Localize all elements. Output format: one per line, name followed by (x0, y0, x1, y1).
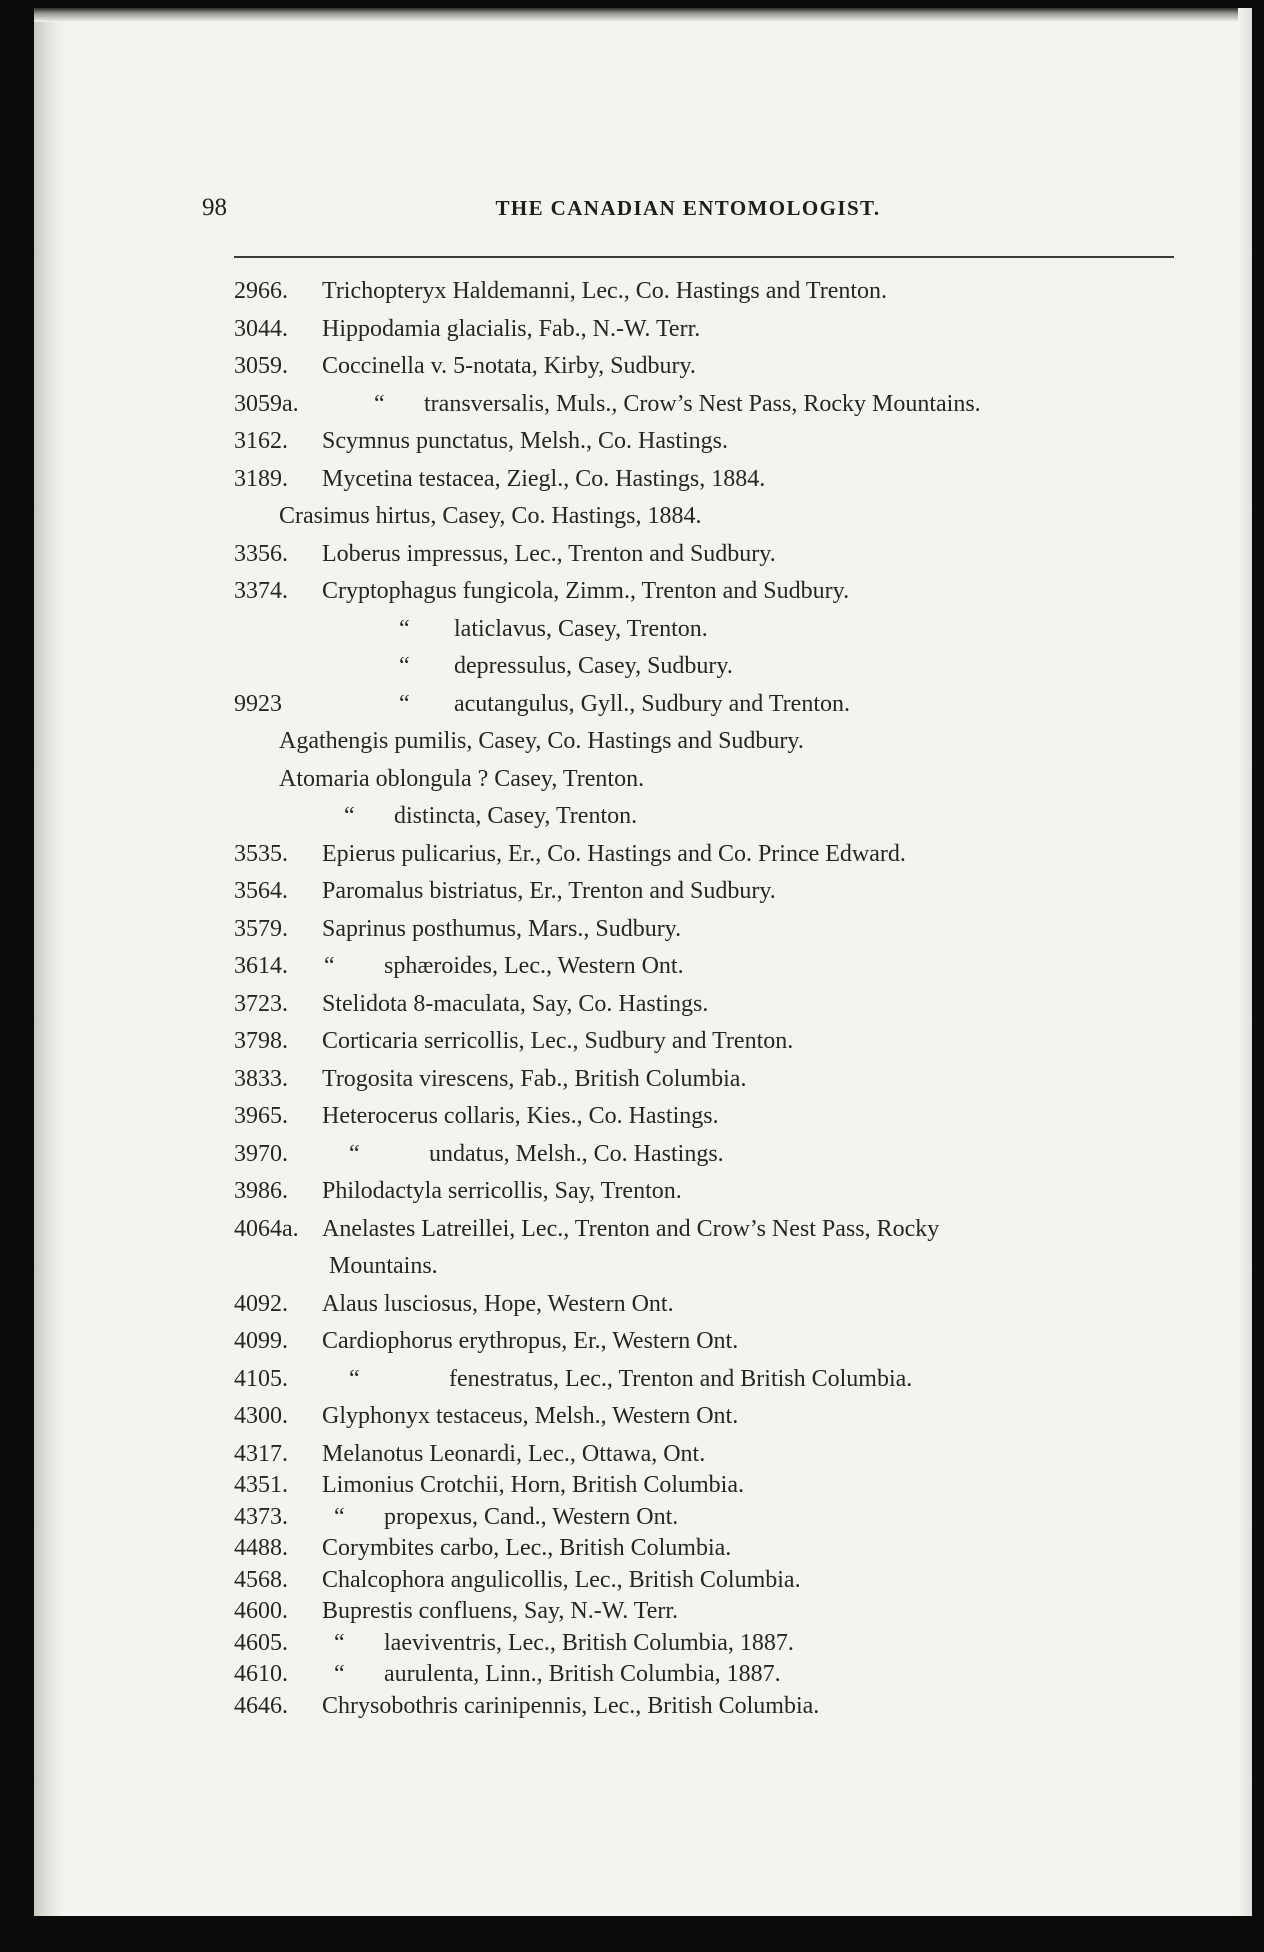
species-entry: Stelidota 8-maculata, Say, Co. Hastings. (322, 990, 709, 1017)
list-item (234, 578, 1194, 616)
list-item (234, 728, 1194, 766)
catalog-number: 3535. (234, 840, 288, 867)
species-entry: fenestratus, Lec., Trenton and British Columbia. (449, 1365, 913, 1392)
list-item (234, 1328, 1194, 1366)
ditto-mark: “ (374, 390, 385, 417)
list-item (234, 466, 1194, 504)
species-entry: Coccinella v. 5-notata, Kirby, Sudbury. (322, 353, 696, 379)
species-entry: Scymnus punctatus, Melsh., Co. Hastings. (322, 428, 728, 454)
species-entry: Epierus pulicarius, Er., Co. Hastings and Co. Prince Edward. (322, 840, 906, 867)
ditto-mark: “ (334, 1661, 345, 1687)
page-header (202, 194, 1174, 234)
page-right-edge (1238, 8, 1252, 1916)
species-entry: Cryptophagus fungicola, Zimm., Trenton and Sudbury. (322, 578, 850, 604)
species-entry: Crasimus hirtus, Casey, Co. Hastings, 1884. (279, 503, 702, 529)
catalog-number: 3564. (234, 878, 288, 904)
catalog-number: 9923 (234, 690, 282, 717)
list-item (234, 1366, 1194, 1404)
page-number: 98 (202, 194, 227, 221)
species-entry: propexus, Cand., Western Ont. (384, 1503, 679, 1530)
species-entry: Trichopteryx Haldemanni, Lec., Co. Hastings and Trenton. (322, 278, 888, 304)
species-entry: Loberus impressus, Lec., Trenton and Sudbury. (322, 540, 776, 567)
list-item (234, 616, 1194, 654)
ditto-mark: “ (399, 690, 410, 717)
list-item (234, 1535, 1194, 1567)
list-item (234, 278, 1194, 316)
species-entry: Mountains. (329, 1253, 438, 1279)
species-entry: Mycetina testacea, Ziegl., Co. Hastings, 1884. (322, 465, 766, 492)
list-item (234, 878, 1194, 916)
list-item (234, 1567, 1194, 1599)
list-item (234, 1141, 1194, 1179)
catalog-number: 4568. (234, 1566, 288, 1593)
list-item (234, 1103, 1194, 1141)
list-item (234, 953, 1194, 991)
ditto-mark: “ (334, 1629, 345, 1656)
species-entry: Cardiophorus erythropus, Er., Western Ont. (322, 1328, 739, 1354)
list-item (234, 1178, 1194, 1216)
catalog-number: 4092. (234, 1290, 288, 1317)
species-entry: Agathengis pumilis, Casey, Co. Hastings and Sudbury. (279, 728, 804, 754)
species-entry: sphæroides, Lec., Western Ont. (384, 953, 684, 979)
catalog-number: 3059a. (234, 390, 299, 417)
species-entry: Atomaria oblongula ? Casey, Trenton. (279, 765, 645, 792)
species-entry: Corymbites carbo, Lec., British Columbia. (322, 1535, 732, 1561)
catalog-number: 3986. (234, 1178, 288, 1204)
species-entry: Limonius Crotchii, Horn, British Columbia. (322, 1472, 744, 1498)
catalog-number: 4646. (234, 1692, 288, 1719)
species-entry: Philodactyla serricollis, Say, Trenton. (322, 1178, 682, 1204)
ditto-mark: “ (399, 653, 410, 679)
catalog-number: 3579. (234, 915, 288, 942)
species-entry: Anelastes Latreillei, Lec., Trenton and Crow’s Nest Pass, Rocky (322, 1215, 940, 1242)
catalog-number: 3189. (234, 465, 288, 492)
list-item (234, 1598, 1194, 1630)
list-item (234, 766, 1194, 804)
list-item (234, 1028, 1194, 1066)
list-item (234, 1630, 1194, 1662)
list-item (234, 1253, 1194, 1291)
species-entry: acutangulus, Gyll., Sudbury and Trenton. (454, 690, 850, 717)
list-item (234, 841, 1194, 879)
catalog-number: 4105. (234, 1365, 288, 1392)
list-item (234, 541, 1194, 579)
running-title: THE CANADIAN ENTOMOLOGIST. (495, 196, 881, 220)
list-item (234, 428, 1194, 466)
catalog-number: 3044. (234, 315, 288, 342)
list-item (234, 353, 1194, 391)
species-list (234, 278, 1194, 1724)
species-entry: Paromalus bistriatus, Er., Trenton and Sudbury. (322, 878, 776, 904)
species-entry: Corticaria serricollis, Lec., Sudbury and Trenton. (322, 1028, 794, 1054)
scanned-page (34, 8, 1252, 1916)
list-item (234, 1504, 1194, 1536)
list-item (234, 1472, 1194, 1504)
catalog-number: 4610. (234, 1661, 288, 1687)
list-item (234, 1403, 1194, 1441)
species-entry: Alaus lusciosus, Hope, Western Ont. (322, 1290, 674, 1317)
list-item (234, 1066, 1194, 1104)
species-entry: laeviventris, Lec., British Columbia, 1887. (384, 1629, 794, 1656)
list-item (234, 1441, 1194, 1473)
page-top-edge (34, 8, 1252, 22)
catalog-number: 3356. (234, 540, 288, 567)
species-entry: Hippodamia glacialis, Fab., N.-W. Terr. (322, 315, 701, 342)
species-entry: distincta, Casey, Trenton. (394, 803, 638, 829)
catalog-number: 4099. (234, 1328, 288, 1354)
species-entry: Trogosita virescens, Fab., British Columbia. (322, 1065, 747, 1092)
ditto-mark: “ (334, 1503, 345, 1530)
list-item (234, 316, 1194, 354)
catalog-number: 3162. (234, 428, 288, 454)
ditto-mark: “ (324, 953, 335, 979)
list-item (234, 916, 1194, 954)
species-entry: Chrysobothris carinipennis, Lec., British Columbia. (322, 1692, 820, 1719)
catalog-number: 3965. (234, 1103, 288, 1129)
species-entry: Saprinus posthumus, Mars., Sudbury. (322, 915, 682, 942)
species-entry: transversalis, Muls., Crow’s Nest Pass, Rocky Mountains. (424, 390, 981, 417)
list-item (234, 1291, 1194, 1329)
species-entry: Buprestis confluens, Say, N.-W. Terr. (322, 1598, 679, 1624)
species-entry: Heterocerus collaris, Kies., Co. Hastings. (322, 1103, 719, 1129)
catalog-number: 4351. (234, 1472, 288, 1498)
ditto-mark: “ (349, 1365, 360, 1392)
list-item (234, 803, 1194, 841)
catalog-number: 4373. (234, 1503, 288, 1530)
catalog-number: 3798. (234, 1028, 288, 1054)
catalog-number: 3723. (234, 990, 288, 1017)
page-gutter-shadow (34, 8, 64, 1916)
catalog-number: 3833. (234, 1065, 288, 1092)
list-item (234, 391, 1194, 429)
species-entry: undatus, Melsh., Co. Hastings. (429, 1140, 724, 1167)
ditto-mark: “ (349, 1140, 360, 1167)
list-item (234, 1661, 1194, 1693)
catalog-number: 4300. (234, 1403, 288, 1429)
catalog-number: 3059. (234, 353, 288, 379)
species-entry: Glyphonyx testaceus, Melsh., Western Ont. (322, 1403, 739, 1429)
ditto-mark: “ (399, 615, 410, 642)
list-item (234, 503, 1194, 541)
catalog-number: 3970. (234, 1140, 288, 1167)
header-rule (234, 256, 1174, 258)
catalog-number: 3614. (234, 953, 288, 979)
species-entry: laticlavus, Casey, Trenton. (454, 615, 708, 642)
ditto-mark: “ (344, 803, 355, 829)
list-item (234, 1216, 1194, 1254)
list-item (234, 991, 1194, 1029)
list-item (234, 691, 1194, 729)
species-entry: aurulenta, Linn., British Columbia, 1887. (384, 1661, 781, 1687)
species-entry: Melanotus Leonardi, Lec., Ottawa, Ont. (322, 1440, 706, 1467)
catalog-number: 4488. (234, 1535, 288, 1561)
catalog-number: 4605. (234, 1629, 288, 1656)
catalog-number: 2966. (234, 278, 288, 304)
catalog-number: 4600. (234, 1598, 288, 1624)
catalog-number: 4064a. (234, 1215, 299, 1242)
catalog-number: 4317. (234, 1440, 288, 1467)
catalog-number: 3374. (234, 578, 288, 604)
list-item (234, 1693, 1194, 1725)
species-entry: depressulus, Casey, Sudbury. (454, 653, 733, 679)
list-item (234, 653, 1194, 691)
species-entry: Chalcophora angulicollis, Lec., British Columbia. (322, 1566, 801, 1593)
